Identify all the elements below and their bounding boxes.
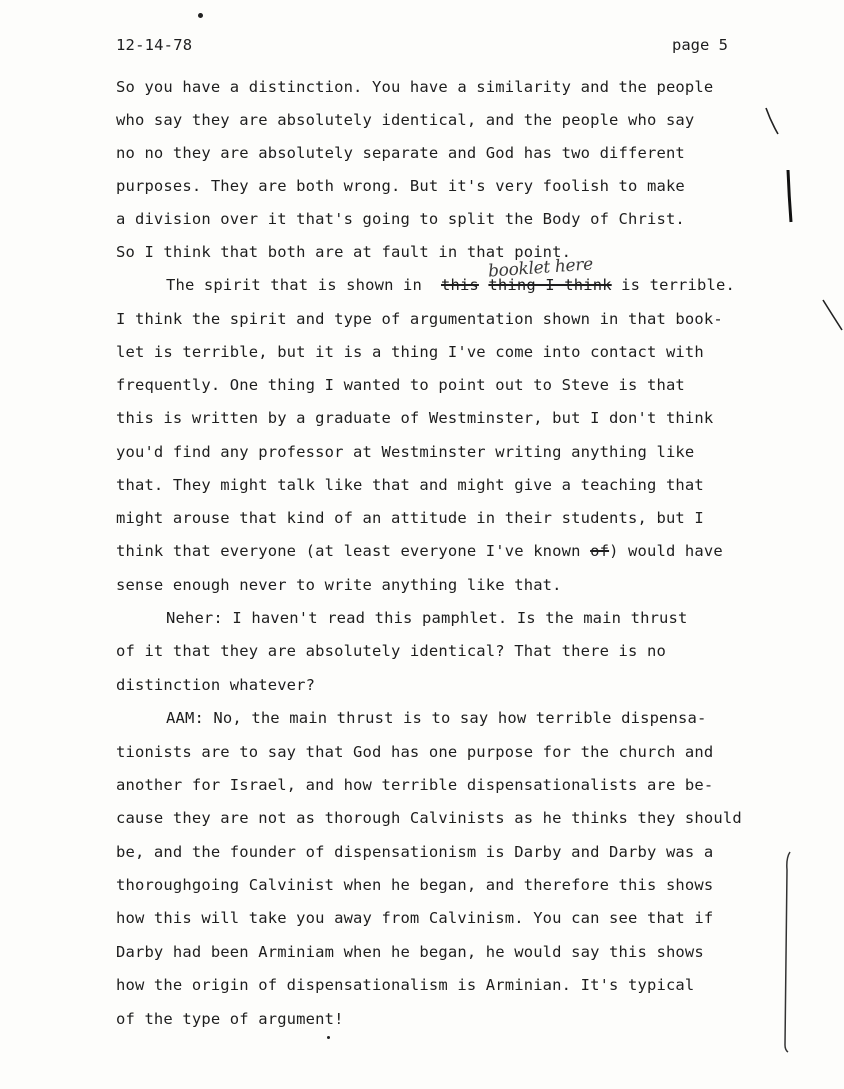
struck-text: of	[590, 542, 610, 560]
handwritten-insert: booklet here	[487, 254, 594, 282]
text-line: Darby had been Arminiam when he began, he would say this shows	[116, 943, 704, 961]
text-line: I think the spirit and type of argumentation shown in that book-	[116, 310, 723, 328]
text-line: of the type of argument!	[116, 1010, 344, 1028]
text-line: sense enough never to write anything like that.	[116, 576, 562, 594]
text-line: no no they are absolutely separate and God has two different	[116, 144, 685, 162]
text-segment: ) would have	[609, 542, 723, 560]
text-line: you'd find any professor at Westminster writing anything like	[116, 443, 695, 461]
text-line: of it that they are absolutely identical? That there is no	[116, 642, 666, 660]
text-line: frequently. One thing I wanted to point out to Steve is that	[116, 376, 685, 394]
margin-tick-mark	[823, 300, 842, 330]
text-line: distinction whatever?	[116, 676, 316, 694]
text-line: this is written by a graduate of Westminster, but I don't think	[116, 409, 714, 427]
text-line: another for Israel, and how terrible dispensationalists are be-	[116, 776, 714, 794]
text-line: let is terrible, but it is a thing I've come into contact with	[116, 343, 704, 361]
text-segment: is terrible.	[611, 276, 735, 294]
ink-speck	[327, 1036, 330, 1039]
text-line: purposes. They are both wrong. But it's very foolish to make	[116, 177, 685, 195]
text-line: So you have a distinction. You have a similarity and the people	[116, 78, 714, 96]
text-line: how this will take you away from Calvinism. You can see that if	[116, 909, 714, 927]
text-line: who say they are absolutely identical, and the people who say	[116, 111, 695, 129]
text-line	[166, 276, 735, 294]
text-line	[116, 542, 723, 560]
page-number: page 5	[672, 36, 728, 54]
text-line: be, and the founder of dispensationism is Darby and Darby was a	[116, 843, 714, 861]
text-segment	[479, 276, 488, 294]
text-line: So I think that both are at fault in that point.	[116, 243, 572, 261]
text-line: Neher: I haven't read this pamphlet. Is the main thrust	[166, 609, 688, 627]
struck-text: this	[440, 276, 479, 294]
struck-text: thing I think	[488, 276, 612, 294]
text-segment: The spirit that is shown in	[166, 276, 441, 294]
text-line: AAM: No, the main thrust is to say how terrible dispensa-	[166, 709, 707, 727]
text-line: tionists are to say that God has one purpose for the church and	[116, 743, 714, 761]
text-line: how the origin of dispensationalism is Arminian. It's typical	[116, 976, 695, 994]
text-line: thoroughgoing Calvinist when he began, and therefore this shows	[116, 876, 714, 894]
margin-bar-mark	[788, 170, 791, 222]
text-line: might arouse that kind of an attitude in their students, but I	[116, 509, 704, 527]
ink-speck	[198, 13, 203, 18]
text-segment: think that everyone (at least everyone I've known	[116, 542, 591, 560]
text-line: a division over it that's going to split the Body of Christ.	[116, 210, 685, 228]
text-line: cause they are not as thorough Calvinists as he thinks they should	[116, 809, 742, 827]
margin-tick-mark	[766, 108, 778, 134]
text-line: that. They might talk like that and might give a teaching that	[116, 476, 704, 494]
margin-bracket-mark	[785, 852, 790, 1052]
page-date: 12-14-78	[116, 36, 193, 54]
